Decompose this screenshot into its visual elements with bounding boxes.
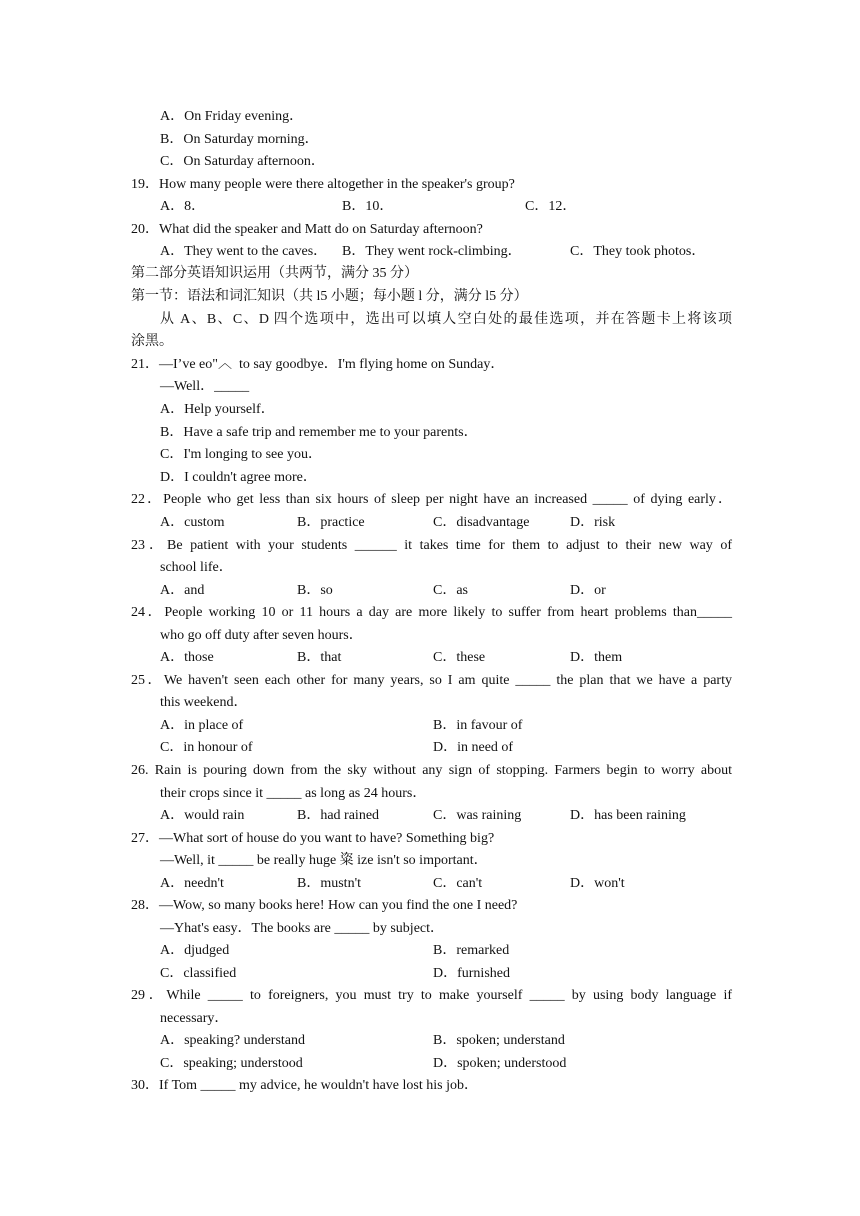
section1-title: 第一节：语法和词汇知识（共 l5 小题；每小题 l 分，满分 l5 分） bbox=[131, 289, 528, 304]
q26-stem: 26. Rain is pouring down from the sky without any sign of stopping. Farmers begin to worry about bbox=[131, 763, 732, 778]
q23-option-b: B．so bbox=[297, 583, 333, 598]
q25-option-b: B．in favour of bbox=[433, 718, 523, 733]
q27-stem: 27．—What sort of house do you want to have? Something big? bbox=[131, 831, 495, 846]
q20-option-b: B．They went rock-climbing． bbox=[342, 244, 522, 259]
q22-option-b: B．practice bbox=[297, 515, 365, 530]
q28-option-a: A．djudged bbox=[160, 943, 230, 958]
q24-option-a: A．those bbox=[160, 650, 214, 665]
q29-stem: 29．While _____ to foreigners, you must try to make yourself _____ by using body language if bbox=[131, 988, 732, 1003]
q24-option-c: C．these bbox=[433, 650, 486, 665]
q25-option-d: D．in need of bbox=[433, 740, 514, 755]
q23-stem: 23．Be patient with your students ______ it takes time for them to adjust to their new way of bbox=[131, 538, 732, 553]
q22-option-c: C．disadvantage bbox=[433, 515, 530, 530]
q21-option-c: C．I'm longing to see you． bbox=[160, 447, 322, 462]
q23-option-d: D．or bbox=[570, 583, 606, 598]
q25-option-a: A．in place of bbox=[160, 718, 244, 733]
q23-option-c: C．as bbox=[433, 583, 468, 598]
q21-option-b: B．Have a safe trip and remember me to your parents． bbox=[160, 425, 478, 440]
q20-option-c: C．They took photos． bbox=[570, 244, 706, 259]
q28-option-b: B．remarked bbox=[433, 943, 510, 958]
q21-stem: 21．—I’ve eo"︿ to say goodbye．I'm flying home on Sunday． bbox=[131, 357, 505, 372]
q20-stem: 20．What did the speaker and Matt do on Saturday afternoon? bbox=[131, 222, 483, 237]
q29-line2: necessary． bbox=[160, 1011, 229, 1026]
q29-option-a: A．speaking? understand bbox=[160, 1033, 306, 1048]
q23-line2: school life． bbox=[160, 560, 233, 575]
q24-option-d: D．them bbox=[570, 650, 623, 665]
q26-option-b: B．had rained bbox=[297, 808, 380, 823]
part2-title: 第二部分英语知识运用（共两节，满分 35 分） bbox=[131, 266, 418, 281]
q28-option-c: C．classified bbox=[160, 966, 237, 981]
q28-line2: —Yhat's easy．The books are _____ by subject． bbox=[160, 921, 445, 936]
q28-stem: 28．—Wow, so many books here! How can you find the one I need? bbox=[131, 898, 518, 913]
q19-option-a: A．8． bbox=[160, 199, 206, 214]
q29-option-d: D．spoken; understood bbox=[433, 1056, 567, 1071]
q29-option-b: B．spoken; understand bbox=[433, 1033, 565, 1048]
q24-option-b: B．that bbox=[297, 650, 342, 665]
instructions-line2: 涂黑。 bbox=[131, 334, 173, 349]
q26-option-c: C．was raining bbox=[433, 808, 522, 823]
q24-stem: 24．People working 10 or 11 hours a day are more likely to suffer from heart problems than_____ bbox=[131, 605, 732, 620]
q30-stem: 30．If Tom _____ my advice, he wouldn't have lost his job． bbox=[131, 1078, 478, 1093]
q27-line2: —Well, it _____ be really huge 粢 ize isn't so important． bbox=[160, 853, 488, 868]
q19-stem: 19．How many people were there altogether in the speaker's group? bbox=[131, 177, 515, 192]
q18-option-c: C．On Saturday afternoon． bbox=[160, 154, 325, 169]
q27-option-c: C．can't bbox=[433, 876, 483, 891]
q28-option-d: D．furnished bbox=[433, 966, 510, 981]
q19-option-b: B．10． bbox=[342, 199, 394, 214]
q25-option-c: C．in honour of bbox=[160, 740, 253, 755]
q22-option-a: A．custom bbox=[160, 515, 225, 530]
q27-option-d: D．won't bbox=[570, 876, 625, 891]
q18-option-a: A．On Friday evening． bbox=[160, 109, 304, 124]
q27-option-b: B．mustn't bbox=[297, 876, 361, 891]
q27-option-a: A．needn't bbox=[160, 876, 224, 891]
q26-option-d: D．has been raining bbox=[570, 808, 686, 823]
q25-line2: this weekend． bbox=[160, 695, 248, 710]
q20-option-a: A．They went to the caves． bbox=[160, 244, 328, 259]
q26-line2: their crops since it _____ as long as 24 hours． bbox=[160, 786, 427, 801]
q26-option-a: A．would rain bbox=[160, 808, 245, 823]
q22-option-d: D．risk bbox=[570, 515, 616, 530]
q21-option-d: D．I couldn't agree more． bbox=[160, 470, 317, 485]
q21-line2: —Well．_____ bbox=[160, 379, 250, 394]
q24-line2: who go off duty after seven hours． bbox=[160, 628, 363, 643]
q23-option-a: A．and bbox=[160, 583, 205, 598]
q21-option-a: A．Help yourself． bbox=[160, 402, 275, 417]
instructions-line1: 从 A、B、C、D 四个选项中，选出可以填人空白处的最佳选项，并在答题卡上将该项 bbox=[160, 312, 732, 327]
q22-stem: 22．People who get less than six hours of sleep per night have an increased _____ of dying early． bbox=[131, 492, 732, 507]
q18-option-b: B．On Saturday morning． bbox=[160, 132, 319, 147]
q29-option-c: C．speaking; understood bbox=[160, 1056, 303, 1071]
q19-option-c: C．12． bbox=[525, 199, 577, 214]
q25-stem: 25．We haven't seen each other for many years, so I am quite _____ the plan that we have a party bbox=[131, 673, 732, 688]
